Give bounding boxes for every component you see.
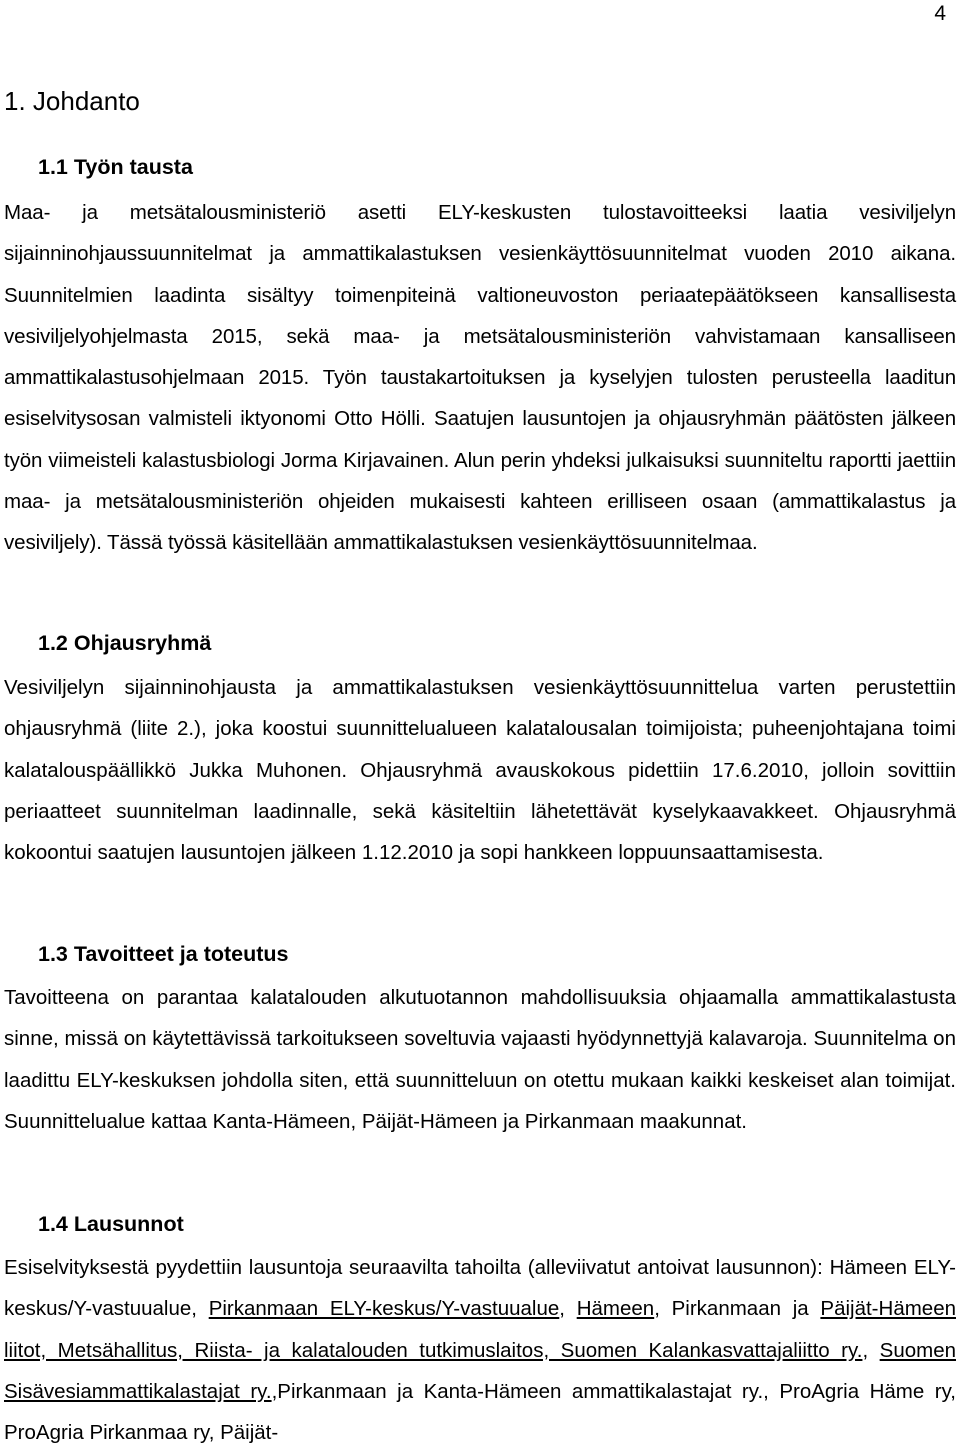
lausunnot-underlined-part: Hämeen [576,1297,655,1321]
lausunnot-underlined-part: Suomen Sisävesiammattikalastajat ry. [4,1338,956,1403]
page-number: 4 [934,2,946,25]
lausunnot-underlined-part: Päijät-Hämeen liitot, Metsähallitus, Riista- ja kalatalouden tutkimuslaitos, Suomen Kalankasvattajaliitto ry. [4,1297,956,1362]
section-heading-lausunnot: 1.4 Lausunnot [38,1212,184,1236]
section-text-tavoitteet: Tavoitteena on parantaa kalatalouden alkutuotannon mahdollisuuksia ohjaamalla ammattikalastusta sinne, missä on käytettävissä tarkoitukseen soveltuvia vajaasti hyödynnettyjä kalavaroja. Suunnitelma on laadittu ELY-keskuksen johdolla siten, että suunnitteluun on otettu mukaan kaikki keskeiset alan toimijat. Suunnittelualue kattaa Kanta-Hämeen, Päijät-Hämeen ja Pirkanmaan maakunnat. [4,986,956,1133]
chapter-heading: 1. Johdanto [4,86,140,116]
section-heading-ohjausryhma: 1.2 Ohjausryhmä [38,631,212,655]
lausunnot-text-part: Esiselvityksestä pyydettiin lausuntoja seuraavilta tahoilta (alleviivatut antoivat lausunnon): Hämeen ELY-keskus/Y-vastuualue, [4,1256,956,1321]
lausunnot-text-part: ,Pirkanmaan ja Kanta-Hämeen ammattikalastajat ry., ProAgria Häme ry, ProAgria Pirkanmaa ry, Päijät- [4,1379,956,1445]
lausunnot-text-part: , [862,1338,880,1362]
section-heading-tausta: 1.1 Työn tausta [38,155,193,179]
section-heading-tavoitteet: 1.3 Tavoitteet ja toteutus [38,942,289,966]
section-text-lausunnot [4,1247,956,1453]
section-text-ohjausryhma: Vesiviljelyn sijainninohjausta ja ammattikalastuksen vesienkäyttösuunnittelua varten perustettiin ohjausryhmä (liite 2.), joka koostui suunnittelualueen kalatalousalan toimijoista; puheenjohtajana toimi kalatalouspäällikkö Jukka Muhonen. Ohjausryhmä avauskokous pidettiin 17.6.2010, jolloin sovittiin periaatteet suunnitelman laadinnalle, sekä käsiteltiin lähetettävät kyselykaavakkeet. Ohjausryhmä kokoontui saatujen lausuntojen jälkeen 1.12.2010 ja sopi hankkeen loppuunsaattamisesta. [4,676,956,865]
lausunnot-text-part: , [559,1297,577,1321]
section-text-tausta: Maa- ja metsätalousministeriö asetti ELY-keskusten tulostavoitteeksi laatia vesiviljelyn sijainninohjaussuunnitelmat ja ammattikalastuksen vesienkäyttösuunnitelmat vuoden 2010 aikana. Suunnitelmien laadinta sisältyy toimenpiteinä valtioneuvoston periaatepäätökseen kansallisesta vesiviljelyohjelmasta 2015, sekä maa- ja metsätalousministeriön vahvistamaan kansalliseen ammattikalastusohjelmaan 2015. Työn taustakartoituksen ja kyselyjen tulosten perusteella laaditun esiselvitysosan valmisteli iktyonomi Otto Hölli. Saatujen lausuntojen ja ohjausryhmän päätösten jälkeen työn viimeisteli kalastusbiologi Jorma Kirjavainen. Alun perin yhdeksi julkaisuksi suunniteltu raportti jaettiin maa- ja metsätalousministeriön ohjeiden mukaisesti kahteen erilliseen osaan (ammattikalastus ja vesiviljely). Tässä työssä käsitellään ammattikalastuksen vesienkäyttösuunnitelmaa. [4,201,956,555]
lausunnot-underlined-part: Pirkanmaan ELY-keskus/Y-vastuualue [208,1297,560,1321]
lausunnot-text-part: , Pirkanmaan ja [654,1297,821,1321]
